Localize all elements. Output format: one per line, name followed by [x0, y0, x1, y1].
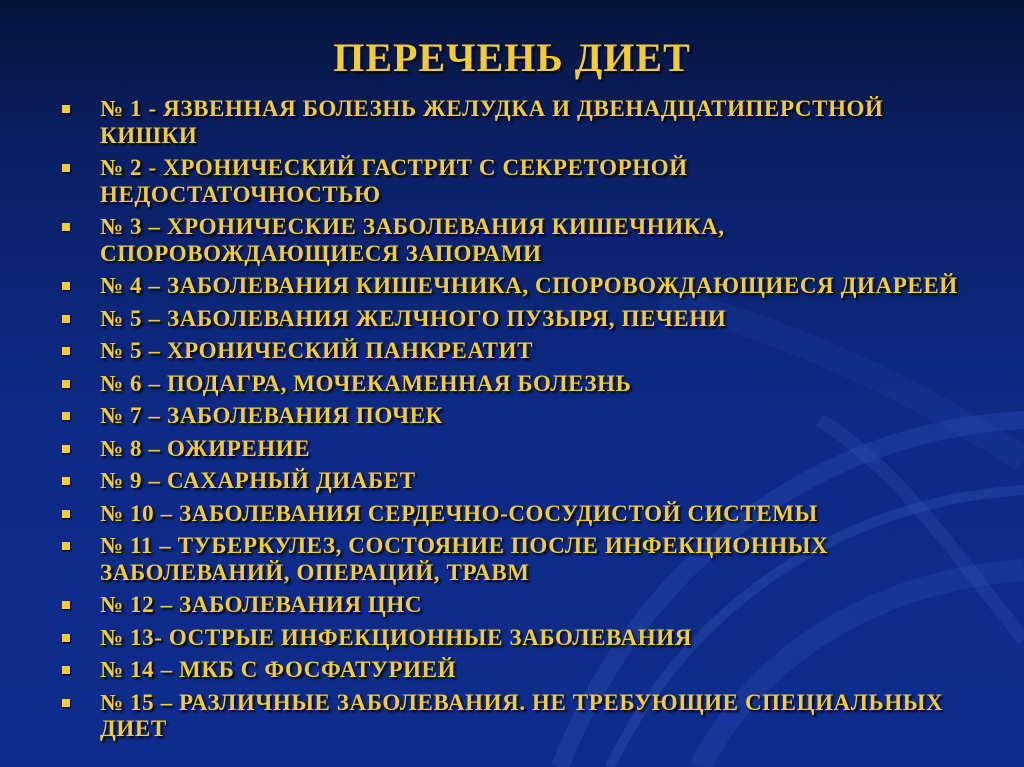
- list-item: [62, 155, 962, 208]
- list-item-text: № 14 – МКБ С ФОСФАТУРИЕЙ: [100, 657, 457, 682]
- square-bullet-icon: [62, 315, 70, 323]
- list-item-text: № 13- ОСТРЫЕ ИНФЕКЦИОННЫЕ ЗАБОЛЕВАНИЯ: [100, 624, 692, 650]
- square-bullet-icon: [62, 542, 70, 550]
- list-item-text: № 11 – ТУБЕРКУЛЕЗ, СОСТОЯНИЕ ПОСЛЕ ИНФЕКЦИОННЫХ ЗАБОЛЕВАНИЙ, ОПЕРАЦИЙ, ТРАВМ: [100, 533, 829, 585]
- square-bullet-icon: [62, 412, 70, 420]
- square-bullet-icon: [62, 380, 70, 388]
- list-item-text: № 1 - ЯЗВЕННАЯ БОЛЕЗНЬ ЖЕЛУДКА И ДВЕНАДЦАТИПЕРСТНОЙ КИШКИ: [100, 96, 884, 148]
- diet-list: [62, 96, 962, 749]
- square-bullet-icon: [62, 105, 70, 113]
- list-item: [62, 306, 962, 333]
- square-bullet-icon: [62, 634, 70, 642]
- list-item-text: № 8 – ОЖИРЕНИЕ: [100, 435, 311, 461]
- square-bullet-icon: [62, 347, 70, 355]
- list-item-text: № 5 – ХРОНИЧЕСКИЙ ПАНКРЕАТИТ: [100, 338, 534, 363]
- list-item: [62, 625, 962, 652]
- square-bullet-icon: [62, 699, 70, 707]
- list-item-text: № 3 – ХРОНИЧЕСКИЕ ЗАБОЛЕВАНИЯ КИШЕЧНИКА, СПОРОВОЖДАЮЩИЕСЯ ЗАПОРАМИ: [100, 214, 725, 266]
- list-item: [62, 436, 962, 463]
- square-bullet-icon: [62, 282, 70, 290]
- list-item-text: № 12 – ЗАБОЛЕВАНИЯ ЦНС: [100, 592, 423, 617]
- list-item: [62, 403, 962, 430]
- square-bullet-icon: [62, 477, 70, 485]
- square-bullet-icon: [62, 510, 70, 518]
- list-item: [62, 533, 962, 586]
- square-bullet-icon: [62, 601, 70, 609]
- list-item: [62, 338, 962, 365]
- list-item-text: № 2 - ХРОНИЧЕСКИЙ ГАСТРИТ С СЕКРЕТОРНОЙ НЕДОСТАТОЧНОСТЬЮ: [100, 155, 688, 207]
- list-item: [62, 690, 962, 743]
- list-item: [62, 657, 962, 684]
- slide-title: ПЕРЕЧЕНЬ ДИЕТ: [333, 35, 691, 80]
- list-item-text: № 7 – ЗАБОЛЕВАНИЯ ПОЧЕК: [100, 403, 443, 428]
- list-item: [62, 371, 962, 398]
- square-bullet-icon: [62, 445, 70, 453]
- list-item-text: № 6 – ПОДАГРА, МОЧЕКАМЕННАЯ БОЛЕЗНЬ: [100, 370, 632, 396]
- list-item: [62, 592, 962, 619]
- list-item-text: № 9 – САХАРНЫЙ ДИАБЕТ: [100, 468, 416, 493]
- list-item: [62, 214, 962, 267]
- list-item-text: № 4 – ЗАБОЛЕВАНИЯ КИШЕЧНИКА, СПОРОВОЖДАЮЩИЕСЯ ДИАРЕЕЙ: [100, 273, 958, 298]
- list-item: [62, 96, 962, 149]
- list-item-text: № 10 – ЗАБОЛЕВАНИЯ СЕРДЕЧНО-СОСУДИСТОЙ СИСТЕМЫ: [100, 500, 818, 526]
- list-item-text: № 5 – ЗАБОЛЕВАНИЯ ЖЕЛЧНОГО ПУЗЫРЯ, ПЕЧЕНИ: [100, 305, 727, 331]
- list-item-text: № 15 – РАЗЛИЧНЫЕ ЗАБОЛЕВАНИЯ. НЕ ТРЕБУЮЩИЕ СПЕЦИАЛЬНЫХ ДИЕТ: [100, 689, 944, 741]
- square-bullet-icon: [62, 666, 70, 674]
- square-bullet-icon: [62, 164, 70, 172]
- square-bullet-icon: [62, 223, 70, 231]
- list-item: [62, 501, 962, 528]
- list-item: [62, 468, 962, 495]
- list-item: [62, 273, 962, 300]
